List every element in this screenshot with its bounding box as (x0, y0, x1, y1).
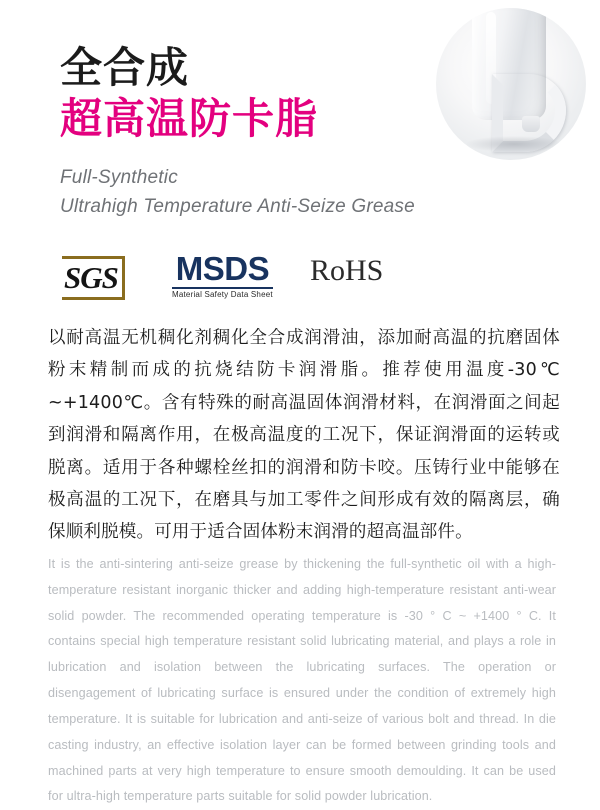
product-subtitle-en (60, 164, 460, 221)
msds-logo-label: MSDS (175, 250, 270, 287)
sgs-logo: SGS (62, 256, 125, 300)
product-title-cn-secondary: 超高温防卡脂 (60, 94, 319, 144)
title-block (60, 44, 460, 221)
product-title-cn-primary: 全合成 (60, 43, 190, 92)
product-subtitle-en-line2: Ultrahigh Temperature Anti-Seize Grease (60, 195, 415, 217)
msds-logo-sublabel: Material Safety Data Sheet (172, 287, 273, 299)
grease-tube-nozzle-tip (522, 116, 540, 132)
description-chinese: 以耐高温无机稠化剂稠化全合成润滑油，添加耐高温的抗磨固体粉末精制而成的抗烧结防卡润滑脂。推荐使用温度-30℃ ~+1400℃。含有特殊的耐高温固体润滑材料，在润滑面之间起到润滑和隔离作用，在极高温度的工况下，保证润滑面的运转或脱离。适用于各种螺栓丝扣的润滑和防卡咬。压铸行业中能够在极高温的工况下，在磨具与加工零件之间形成有效的隔离层，确保顺利脱模。可用于适合固体粉末润滑的超高温部件。 (48, 328, 560, 543)
certification-logos (62, 252, 542, 308)
product-subtitle-en-line1: Full-Synthetic (60, 167, 178, 189)
description-english: It is the anti-sintering anti-seize grease by thickening the full-synthetic oil with a high-temperature resistant inorganic thicker and adding high-temperature resistant anti-wear solid powder. The recommended operating temperature is -30 ° C ~ +1400 ° C. It contains special high temperature resistant solid lubricating material, and plays a role in lubrication and isolation between the lubricating surfaces. The operation or disengagement of lubricating surface is ensured under the condition of extremely high temperature. It is suitable for lubrication and anti-seize of various bolt and thread. In die casting industry, an effective isolation layer can be formed between grinding tools and machined parts at very high temperature to ensure smooth demoulding. It can be used for ultra-high temperature parts suitable for solid powder lubrication. (48, 557, 556, 804)
msds-logo (172, 252, 273, 299)
product-photo-shadow (466, 136, 562, 152)
rohs-logo: RoHS (310, 254, 384, 287)
